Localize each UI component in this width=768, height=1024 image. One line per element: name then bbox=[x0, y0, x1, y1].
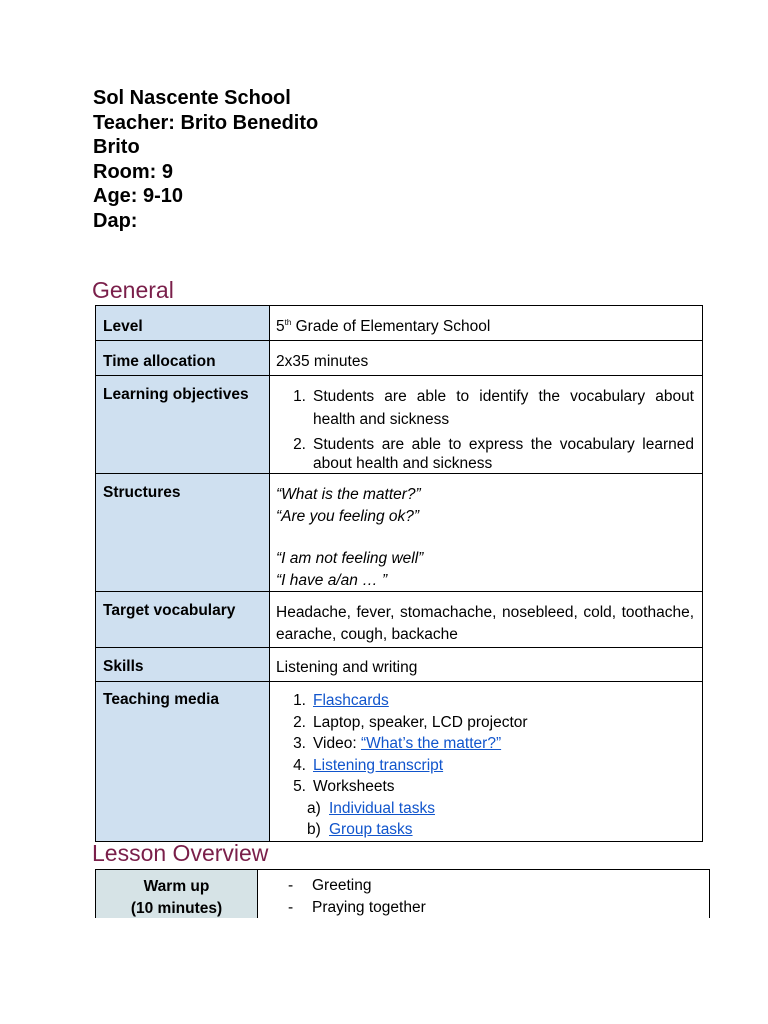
list-item bbox=[307, 798, 694, 820]
item-text: Students are able to express the vocabulary learned about health and sickness bbox=[313, 436, 694, 472]
list-item bbox=[288, 875, 709, 897]
structures-label: Structures bbox=[96, 474, 270, 592]
individual-tasks-link[interactable]: Individual tasks bbox=[329, 799, 435, 817]
warmup-duration: (10 minutes) bbox=[130, 899, 223, 917]
teacher-name: Teacher: Brito Benedito bbox=[93, 111, 319, 134]
item-number: 5. bbox=[293, 778, 306, 795]
school-header bbox=[93, 86, 353, 234]
level-sup: th bbox=[284, 317, 292, 327]
item-letter: b) bbox=[307, 821, 321, 838]
lesson-overview-heading: Lesson Overview bbox=[92, 840, 269, 866]
vocabulary-value: Headache, fever, stomachache, nosebleed, cold, toothache, earache, cough, backache bbox=[270, 592, 703, 648]
structure-line: “What is the matter?” bbox=[276, 486, 421, 503]
list-item bbox=[276, 755, 694, 777]
item-number: 2. bbox=[293, 436, 306, 453]
level-value bbox=[270, 306, 703, 341]
item-text: Students are able to identify the vocabulary about health and sickness bbox=[313, 388, 694, 428]
table-row bbox=[96, 682, 703, 842]
warmup-title: Warm up bbox=[143, 878, 210, 895]
list-item bbox=[276, 776, 694, 798]
media-value bbox=[270, 682, 703, 842]
school-name: Sol Nascente School bbox=[93, 87, 291, 109]
table-row bbox=[96, 376, 703, 474]
structure-line: “Are you feeling ok?” bbox=[276, 507, 420, 525]
table-row bbox=[96, 592, 703, 648]
objectives-label: Learning objectives bbox=[96, 376, 270, 474]
level-rest: Grade of Elementary School bbox=[291, 318, 491, 335]
group-tasks-link[interactable]: Group tasks bbox=[329, 821, 413, 838]
vocabulary-label: Target vocabulary bbox=[96, 592, 270, 648]
structures-value bbox=[270, 474, 703, 592]
dash-bullet: - bbox=[288, 898, 294, 916]
skills-value: Listening and writing bbox=[270, 648, 703, 682]
item-number: 1. bbox=[293, 388, 306, 405]
item-text: Greeting bbox=[312, 877, 372, 894]
room: Room: 9 bbox=[93, 160, 173, 183]
list-item bbox=[288, 897, 709, 919]
list-item bbox=[276, 690, 694, 712]
item-number: 4. bbox=[293, 756, 306, 774]
item-letter: a) bbox=[307, 799, 321, 817]
table-row bbox=[96, 341, 703, 376]
objectives-list bbox=[276, 385, 694, 473]
list-item bbox=[307, 819, 694, 841]
list-item bbox=[276, 712, 694, 734]
list-item bbox=[276, 385, 694, 431]
level-label: Level bbox=[96, 306, 270, 341]
objectives-value bbox=[270, 376, 703, 474]
structure-line: “I am not feeling well” bbox=[276, 550, 424, 567]
list-item bbox=[276, 733, 694, 755]
table-row bbox=[96, 648, 703, 682]
media-list bbox=[276, 690, 694, 798]
worksheet-subitems bbox=[276, 798, 694, 841]
time-label: Time allocation bbox=[96, 341, 270, 376]
item-text: Worksheets bbox=[313, 778, 395, 795]
general-table bbox=[95, 305, 703, 842]
item-number: 2. bbox=[293, 713, 306, 731]
table-row bbox=[96, 306, 703, 341]
table-row bbox=[96, 474, 703, 592]
item-prefix: Video: bbox=[313, 735, 361, 752]
dash-bullet: - bbox=[288, 877, 294, 894]
page-bottom-margin bbox=[0, 918, 768, 1024]
general-heading: General bbox=[92, 277, 174, 303]
item-text: Praying together bbox=[312, 898, 426, 916]
item-number: 3. bbox=[293, 735, 306, 752]
level-num: 5 bbox=[276, 318, 285, 335]
skills-label: Skills bbox=[96, 648, 270, 682]
teacher-name-cont: Brito bbox=[93, 136, 140, 159]
list-item bbox=[276, 435, 694, 473]
item-number: 1. bbox=[293, 692, 306, 709]
age: Age: 9-10 bbox=[93, 185, 184, 208]
item-text: Laptop, speaker, LCD projector bbox=[313, 713, 528, 731]
media-label: Teaching media bbox=[96, 682, 270, 842]
dap: Dap: bbox=[93, 209, 138, 232]
structure-line: “I have a/an … ” bbox=[276, 571, 388, 589]
time-value: 2x35 minutes bbox=[270, 341, 703, 376]
transcript-link[interactable]: Listening transcript bbox=[313, 756, 444, 774]
flashcards-link[interactable]: Flashcards bbox=[313, 692, 389, 709]
video-link[interactable]: “What’s the matter?” bbox=[360, 735, 502, 752]
